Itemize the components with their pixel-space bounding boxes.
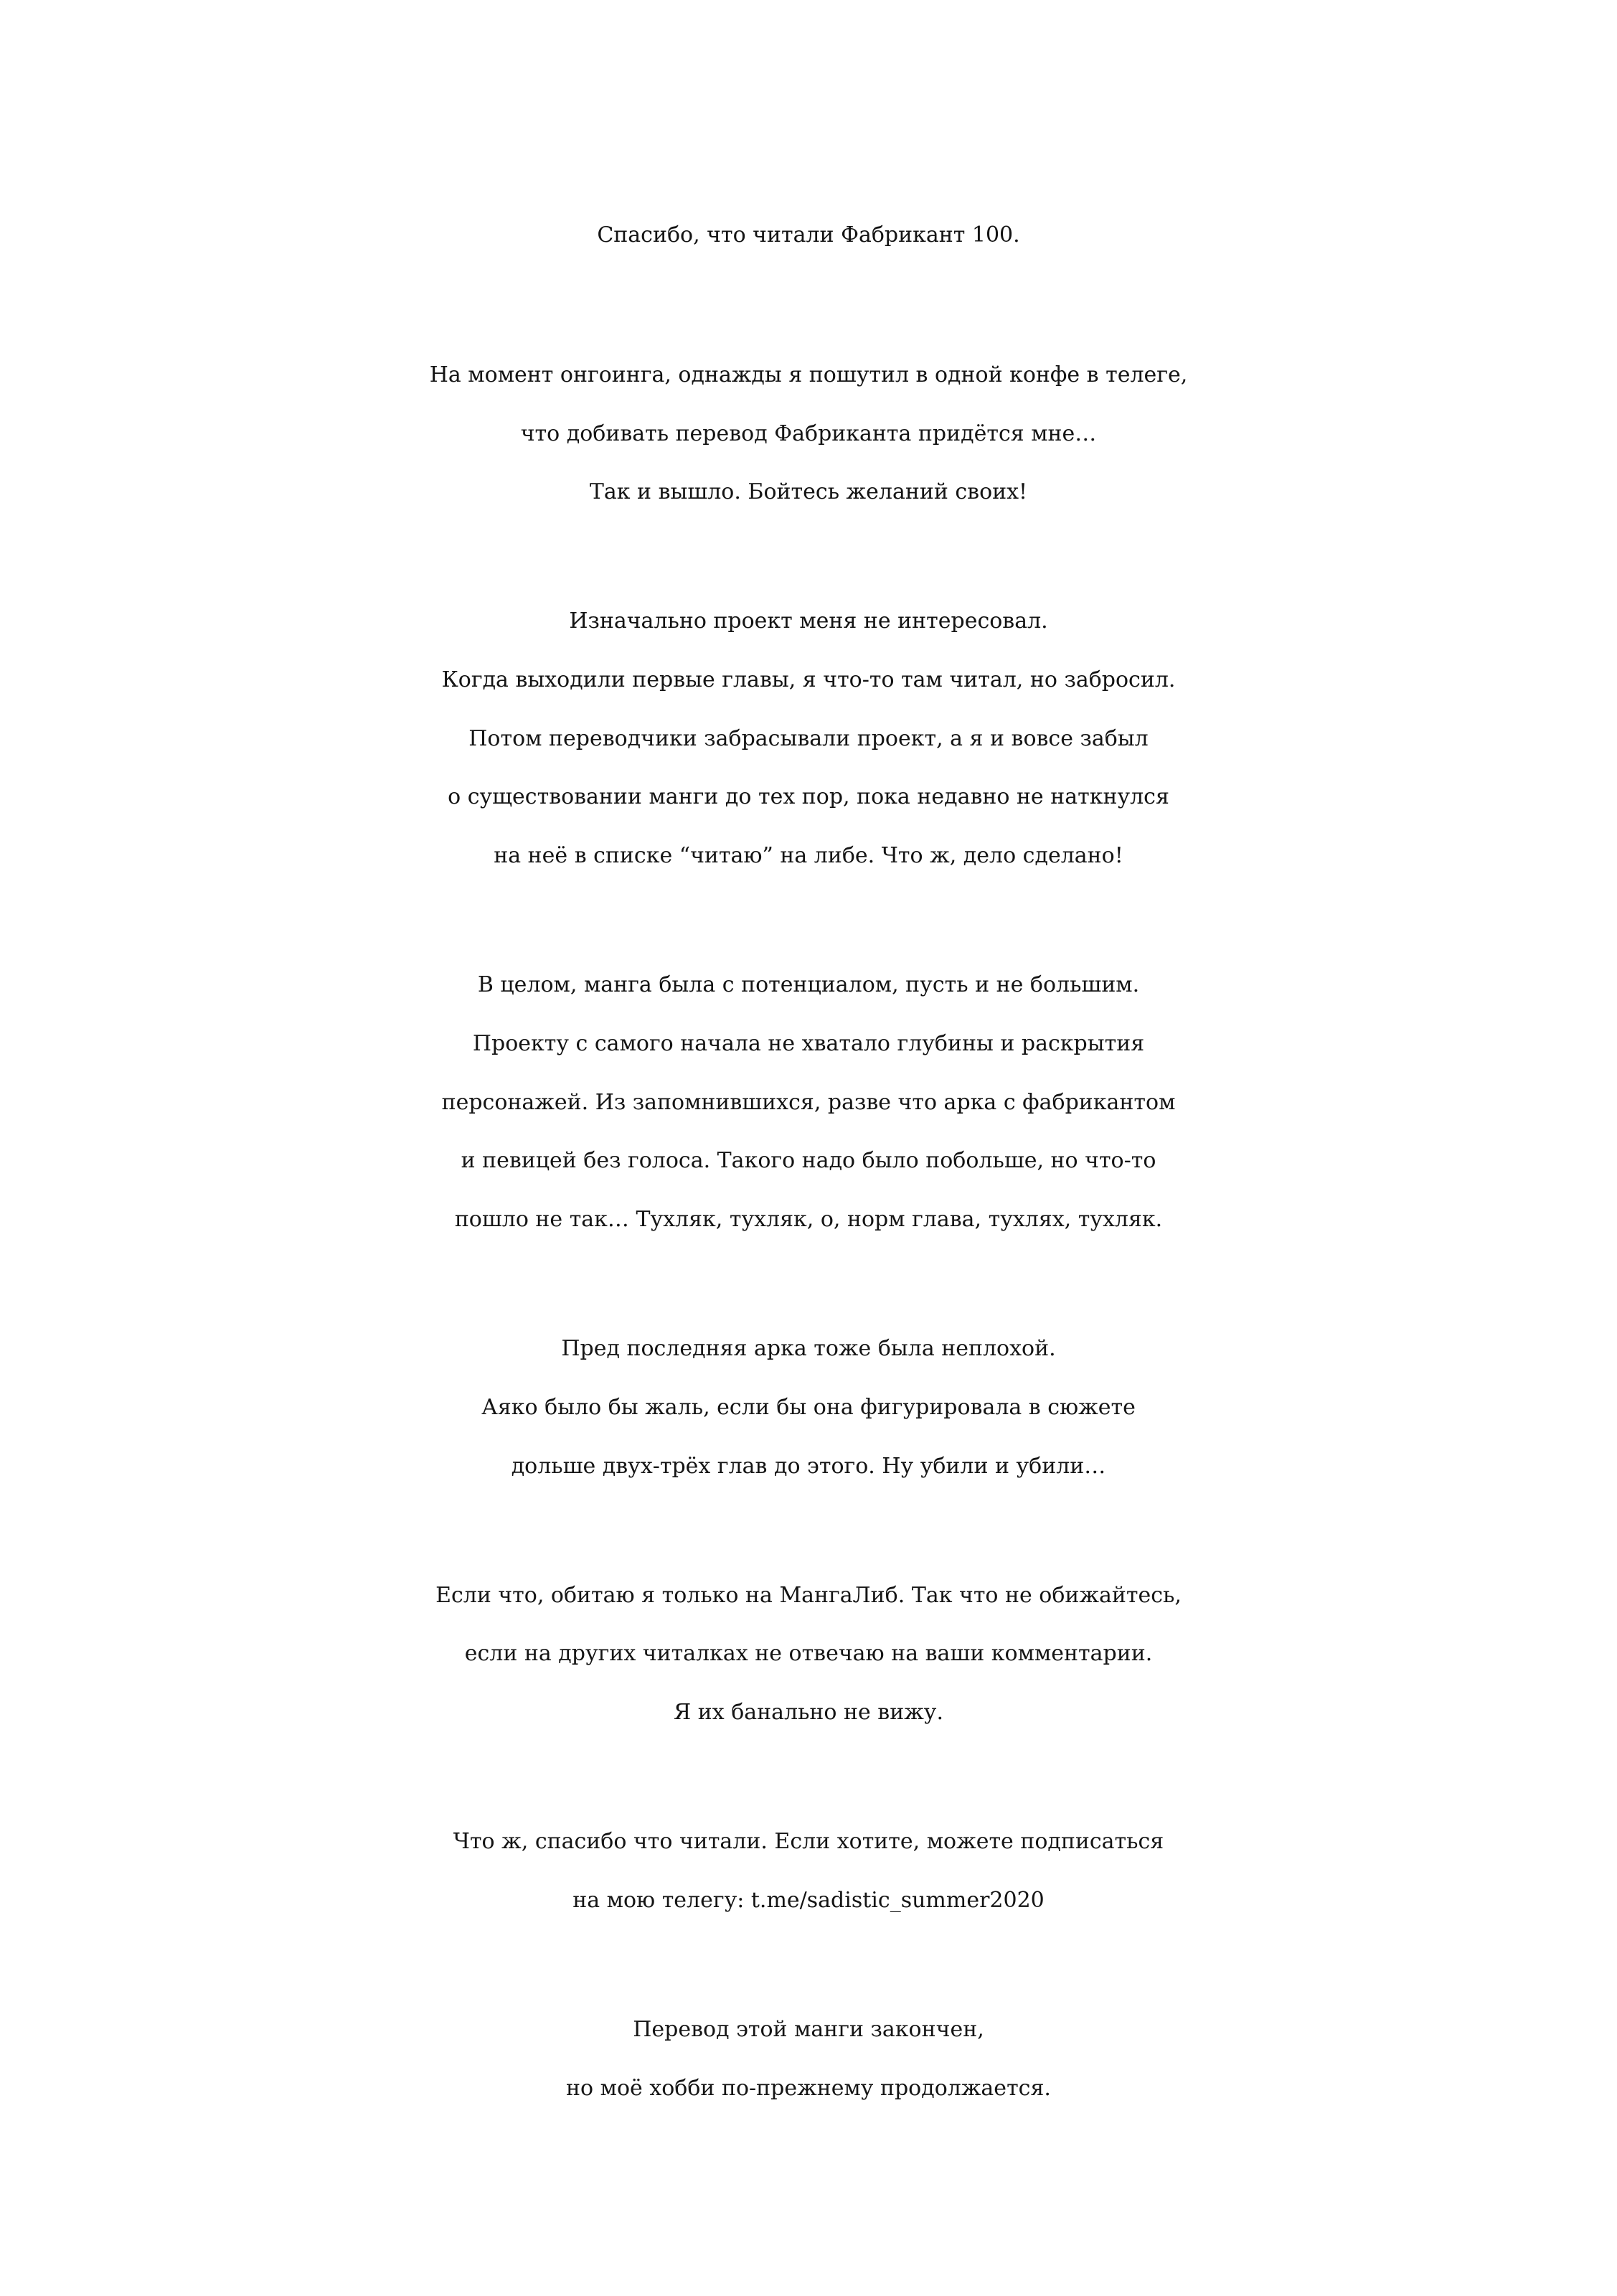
paragraph-4-line-2: Аяко было бы жаль, если бы она фигурировала в сюжете: [481, 1395, 1136, 1420]
paragraph-5-line-1: Если что, обитаю я только на МангаЛиб. Так что не обижайтесь,: [435, 1583, 1182, 1608]
paragraph-7-line-1: Перевод этой манги закончен,: [633, 2017, 984, 2042]
paragraph-6-line-2: на мою телегу: t.me/sadistic_summer2020: [572, 1888, 1045, 1913]
paragraph-5-line-3: Я их банально не вижу.: [674, 1700, 943, 1725]
paragraph-3-line-1: В целом, манга была с потенциалом, пусть и не большим.: [477, 972, 1140, 997]
paragraph-1-line-1: На момент онгоинга, однажды я пошутил в одной конфе в телеге,: [429, 362, 1188, 387]
paragraph-1-line-3: Так и вышло. Бойтесь желаний своих!: [589, 479, 1028, 504]
paragraph-2-line-1: Изначально проект меня не интересовал.: [569, 608, 1048, 634]
paragraph-3-line-2: Проекту с самого начала не хватало глубины и раскрытия: [472, 1031, 1145, 1056]
paragraph-5-line-2: если на других читалках не отвечаю на ваши комментарии.: [464, 1641, 1153, 1666]
paragraph-2-line-2: Когда выходили первые главы, я что-то там читал, но забросил.: [441, 667, 1176, 692]
paragraph-3-line-5: пошло не так… Тухляк, тухляк, о, норм глава, тухлях, тухляк.: [454, 1207, 1163, 1232]
paragraph-2-line-5: на неё в списке “читаю” на либе. Что ж, дело сделано!: [494, 843, 1123, 868]
paragraph-6-line-1: Что ж, спасибо что читали. Если хотите, можете подписаться: [453, 1829, 1164, 1854]
paragraph-4-line-1: Пред последняя арка тоже была неплохой.: [561, 1336, 1056, 1361]
paragraph-2-line-4: о существовании манги до тех пор, пока недавно не наткнулся: [448, 784, 1169, 809]
page-title: Спасибо, что читали Фабрикант 100.: [597, 222, 1020, 248]
paragraph-1-line-2: что добивать перевод Фабриканта придётся мне…: [520, 421, 1097, 446]
paragraph-3-line-3: персонажей. Из запомнившихся, разве что арка с фабрикантом: [441, 1090, 1176, 1115]
paragraph-2-line-3: Потом переводчики забрасывали проект, а я и вовсе забыл: [468, 726, 1149, 751]
paragraph-7-line-2: но моё хобби по-прежнему продолжается.: [566, 2076, 1051, 2101]
paragraph-3-line-4: и певицей без голоса. Такого надо было побольше, но что-то: [461, 1148, 1156, 1173]
paragraph-4-line-3: дольше двух-трёх глав до этого. Ну убили и убили…: [511, 1454, 1106, 1479]
